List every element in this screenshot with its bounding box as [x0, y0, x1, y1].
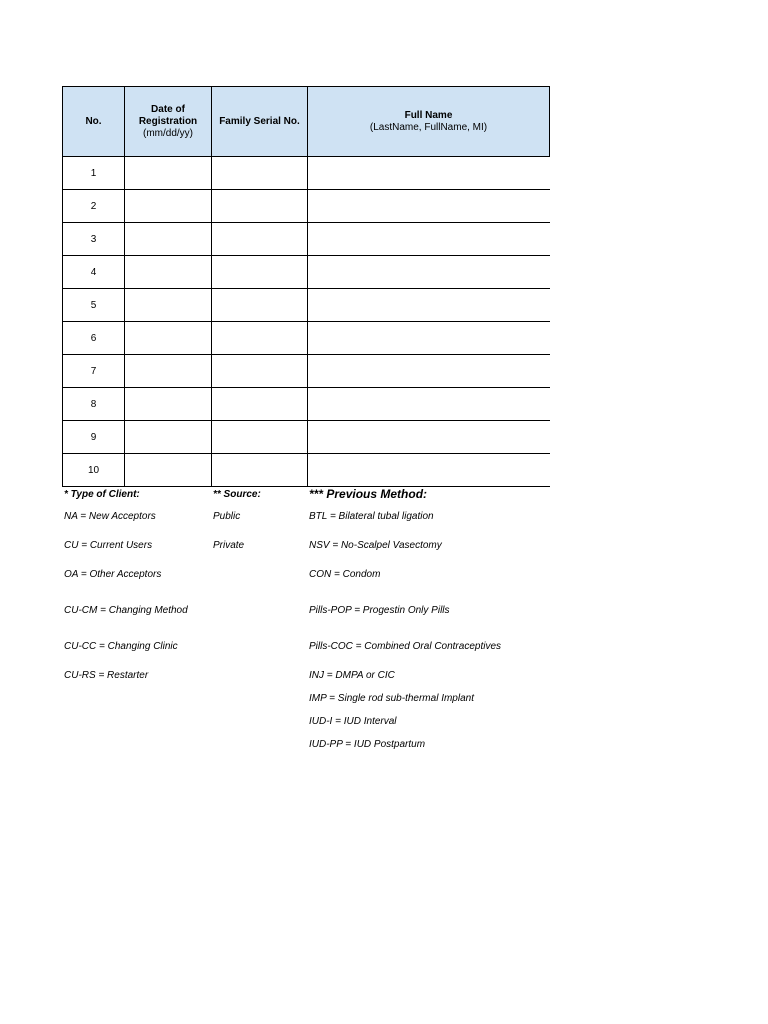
row-number: 5 — [63, 289, 125, 322]
row-number: 1 — [63, 157, 125, 190]
date-of-registration-cell[interactable] — [125, 190, 212, 223]
family-serial-cell[interactable] — [212, 355, 308, 388]
header-full-name-label: Full Name — [404, 109, 453, 121]
legend-item: CU-CM = Changing Method — [64, 605, 188, 616]
legend-title: *** Previous Method: — [309, 487, 428, 501]
row-number: 4 — [63, 256, 125, 289]
date-of-registration-cell[interactable] — [125, 223, 212, 256]
legend-item: CON = Condom — [309, 569, 381, 580]
legend-item: Pills-COC = Combined Oral Contraceptives — [309, 641, 502, 652]
row-number: 10 — [63, 454, 125, 487]
date-of-registration-cell[interactable] — [125, 355, 212, 388]
legend-title: ** Source: — [213, 489, 261, 500]
family-serial-cell[interactable] — [212, 190, 308, 223]
header-date-of-registration — [125, 87, 212, 157]
full-name-cell[interactable] — [308, 388, 550, 421]
family-serial-cell[interactable] — [212, 454, 308, 487]
legend-item: Public — [213, 511, 241, 522]
full-name-cell[interactable] — [308, 157, 550, 190]
family-serial-cell[interactable] — [212, 388, 308, 421]
table-row — [63, 421, 550, 454]
header-family-serial-no: Family Serial No. — [212, 87, 308, 157]
date-of-registration-cell[interactable] — [125, 421, 212, 454]
date-of-registration-cell[interactable] — [125, 322, 212, 355]
table-row — [63, 454, 550, 487]
legend-item: Pills-POP = Progestin Only Pills — [309, 605, 450, 616]
row-number: 7 — [63, 355, 125, 388]
table-row — [63, 157, 550, 190]
full-name-cell[interactable] — [308, 454, 550, 487]
legend-item: NA = New Acceptors — [64, 511, 156, 522]
table-row — [63, 289, 550, 322]
legend-item: CU = Current Users — [64, 540, 153, 551]
legend-item: INJ = DMPA or CIC — [309, 670, 395, 681]
legend-item: IMP = Single rod sub-thermal Implant — [309, 693, 474, 704]
header-full-name-format: (LastName, FullName, MI) — [369, 121, 488, 133]
row-number: 2 — [63, 190, 125, 223]
full-name-cell[interactable] — [308, 421, 550, 454]
legend-item: BTL = Bilateral tubal ligation — [309, 511, 434, 522]
family-serial-cell[interactable] — [212, 322, 308, 355]
date-of-registration-cell[interactable] — [125, 388, 212, 421]
legend-item: Private — [213, 540, 245, 551]
table-row — [63, 190, 550, 223]
legend-item: NSV = No-Scalpel Vasectomy — [309, 540, 442, 551]
full-name-cell[interactable] — [308, 322, 550, 355]
header-no: No. — [63, 87, 125, 157]
legend-item: IUD-I = IUD Interval — [309, 716, 397, 727]
table-row — [63, 355, 550, 388]
full-name-cell[interactable] — [308, 289, 550, 322]
row-number: 9 — [63, 421, 125, 454]
full-name-cell[interactable] — [308, 256, 550, 289]
table-row — [63, 322, 550, 355]
row-number: 8 — [63, 388, 125, 421]
full-name-cell[interactable] — [308, 190, 550, 223]
table-row — [63, 388, 550, 421]
family-serial-cell[interactable] — [212, 289, 308, 322]
table-header-row — [63, 87, 550, 157]
header-date-label: Date of Registration — [138, 103, 198, 127]
family-serial-cell[interactable] — [212, 157, 308, 190]
legend-item: OA = Other Acceptors — [64, 569, 162, 580]
family-serial-cell[interactable] — [212, 223, 308, 256]
full-name-cell[interactable] — [308, 223, 550, 256]
row-number: 6 — [63, 322, 125, 355]
legend-item: CU-RS = Restarter — [64, 670, 149, 681]
date-of-registration-cell[interactable] — [125, 289, 212, 322]
legend-title: * Type of Client: — [64, 489, 140, 500]
table-row — [63, 223, 550, 256]
registration-table — [62, 86, 550, 487]
date-of-registration-cell[interactable] — [125, 256, 212, 289]
table-row — [63, 256, 550, 289]
header-full-name — [308, 87, 550, 157]
family-serial-cell[interactable] — [212, 421, 308, 454]
date-of-registration-cell[interactable] — [125, 157, 212, 190]
header-date-format: (mm/dd/yy) — [143, 127, 193, 139]
legend-item: CU-CC = Changing Clinic — [64, 641, 178, 652]
full-name-cell[interactable] — [308, 355, 550, 388]
legend-item: IUD-PP = IUD Postpartum — [309, 739, 426, 750]
family-serial-cell[interactable] — [212, 256, 308, 289]
row-number: 3 — [63, 223, 125, 256]
date-of-registration-cell[interactable] — [125, 454, 212, 487]
